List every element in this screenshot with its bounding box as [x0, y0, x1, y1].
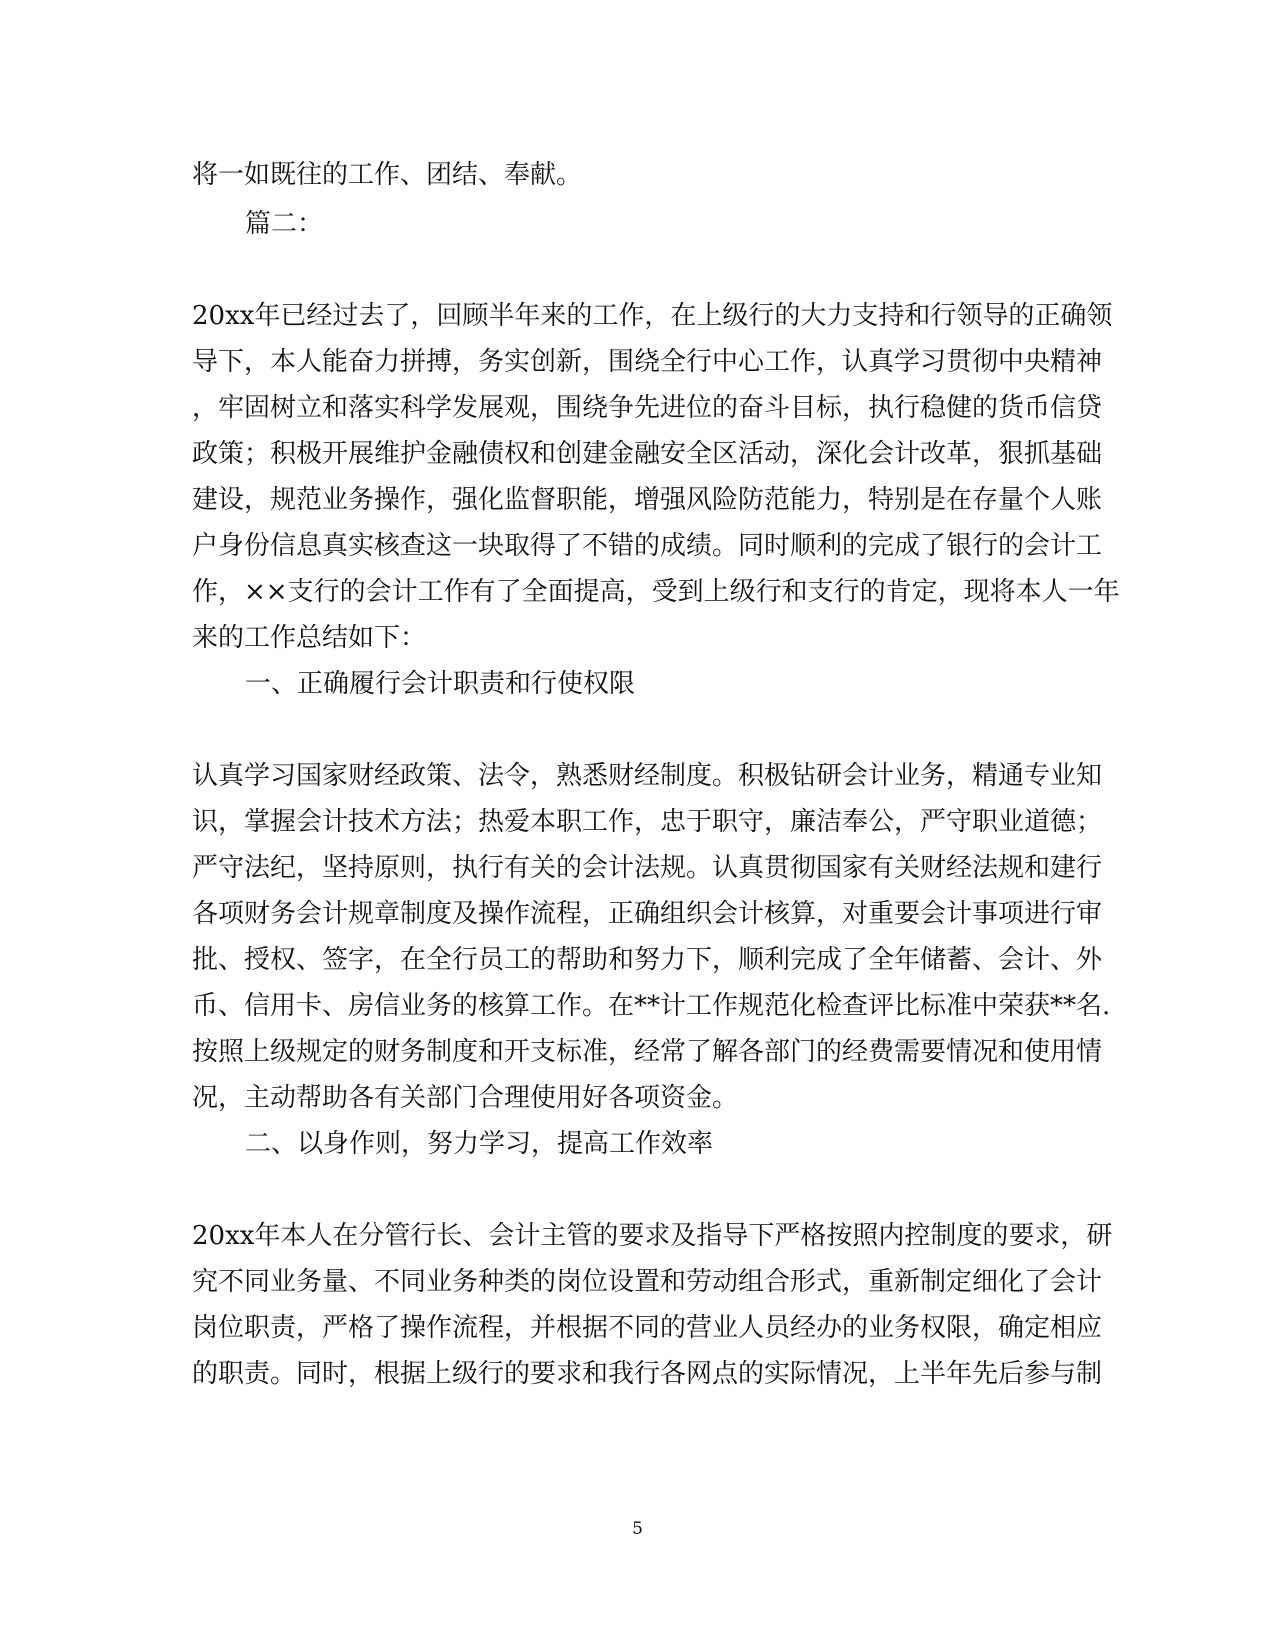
- text-line: 岗位职责，严格了操作流程，并根据不同的营业人员经办的业务权限，确定相应: [192, 1313, 1103, 1343]
- text-line: 况，主动帮助各有关部门合理使用好各项资金。: [192, 1083, 739, 1113]
- section-heading: 一、正确履行会计职责和行使权限: [245, 669, 636, 699]
- text-line: 来的工作总结如下：: [192, 623, 427, 653]
- text-line: 识，掌握会计技术方法；热爱本职工作，忠于职守，廉洁奉公，严守职业道德；: [192, 807, 1103, 837]
- text-line: 严守法纪，坚持原则，执行有关的会计法规。认真贯彻国家有关财经法规和建行: [192, 853, 1103, 883]
- text-line: 的职责。同时，根据上级行的要求和我行各网点的实际情况，上半年先后参与制: [192, 1359, 1103, 1389]
- text-line: 导下，本人能奋力拼搏，务实创新，围绕全行中心工作，认真学习贯彻中央精神: [192, 347, 1103, 377]
- text-line: 20xx年已经过去了，回顾半年来的工作，在上级行的大力支持和行领导的正确领: [192, 301, 1113, 331]
- text-line: 将一如既往的工作、团结、奉献。: [192, 160, 583, 190]
- text-line: 批、授权、签字，在全行员工的帮助和努力下，顺利完成了全年储蓄、会计、外: [192, 945, 1103, 975]
- text-line: 币、信用卡、房信业务的核算工作。在**计工作规范化检查评比标准中荣获**名.: [192, 991, 1111, 1021]
- text-line: 究不同业务量、不同业务种类的岗位设置和劳动组合形式，重新制定细化了会计: [192, 1267, 1103, 1297]
- text-line: 建设，规范业务操作，强化监督职能，增强风险防范能力，特别是在存量个人账: [192, 485, 1103, 515]
- text-line: 20xx年本人在分管行长、会计主管的要求及指导下严格按照内控制度的要求，研: [192, 1221, 1113, 1251]
- section-heading: 二、以身作则，努力学习，提高工作效率: [245, 1129, 714, 1159]
- text-line: 认真学习国家财经政策、法令，熟悉财经制度。积极钻研会计业务，精通专业知: [192, 761, 1103, 791]
- text-line: 户身份信息真实核查这一块取得了不错的成绩。同时顺利的完成了银行的会计工: [192, 531, 1103, 561]
- text-line: 政策；积极开展维护金融债权和创建金融安全区活动，深化会计改革，狠抓基础: [192, 439, 1103, 469]
- page-number: 5: [632, 1519, 643, 1539]
- text-line: 按照上级规定的财务制度和开支标准，经常了解各部门的经费需要情况和使用情: [192, 1037, 1103, 1067]
- text-line: 作，××支行的会计工作有了全面提高，受到上级行和支行的肯定，现将本人一年: [192, 577, 1120, 607]
- text-line: 各项财务会计规章制度及操作流程，正确组织会计核算，对重要会计事项进行审: [192, 899, 1103, 929]
- text-line: ，牢固树立和落实科学发展观，围绕争先进位的奋斗目标，执行稳健的货币信贷: [192, 393, 1103, 423]
- section-heading: 篇二：: [245, 209, 324, 239]
